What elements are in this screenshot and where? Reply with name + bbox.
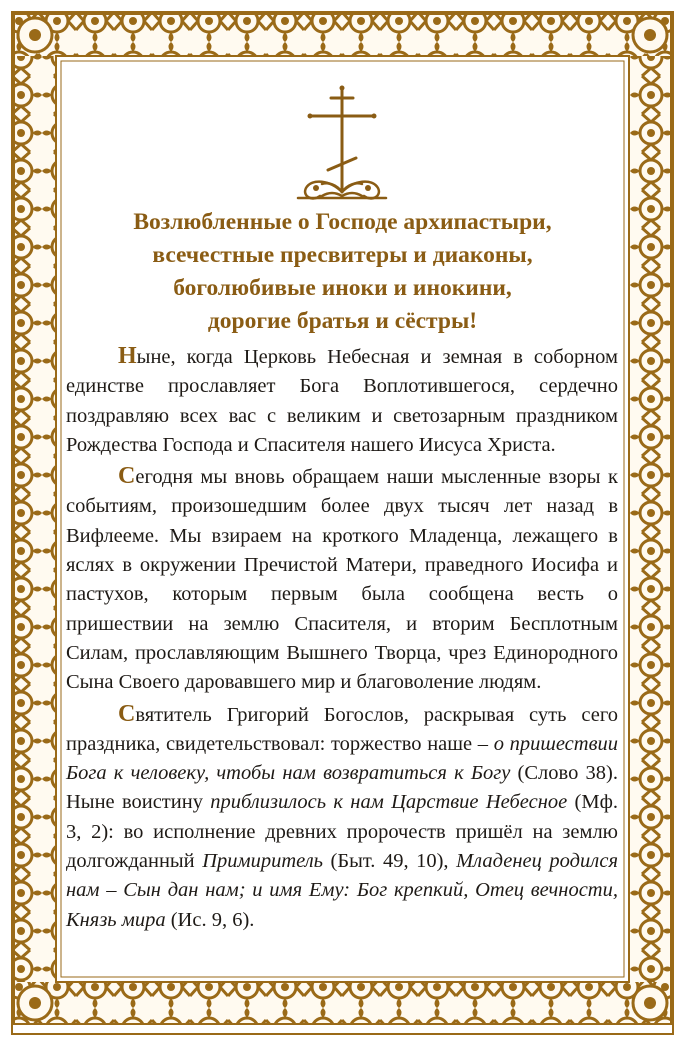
greeting-heading [90,206,595,338]
paragraph-2 [66,462,618,697]
orthodox-cross-icon [282,84,402,204]
heading-line-4: дорогие братья и сёстры! [207,308,478,334]
dropcap: Н [118,343,137,369]
dropcap: С [118,700,136,727]
paragraph-text: (Быт. 49, 10), [323,850,457,873]
paragraph-text: ыне, когда Церковь Небесная и земная в соборном единстве прославляет Бога Воплотившегося, сердечно поздравляю всех вас с великим и светозарным праздником Рождества Господа и Спасителя нашего Иисуса Христа. [66,346,618,456]
paragraph-text: (Мф. 3, 2): во исполнение древних пророчеств пришёл на землю долгожданный [66,791,618,873]
paragraph-text: егодня мы вновь обращаем наши мысленные взоры к событиям, произошедшим более двух тысяч лет назад в Вифлееме. Мы взираем на кроткого Младенца, лежащего в яслях в окружении Пречистой Матери, праведного Иосифа и пастухов, которым первым была сообщена весть о пришествии на землю Спасителя, и вторим Бесплотным Силам, прославляющим Вышнего Творца, чрез Единородного Сына Своего даровавшего мир и благоволение людям. [66,466,618,694]
paragraph-text: (Ис. 9, 6). [165,908,255,931]
paragraph-3 [66,700,618,935]
greeting-body [66,342,618,937]
paragraph-text: (Слово 38). Ныне воистину [66,762,618,814]
paragraph-text: вятитель Григорий Богослов, раскрывая суть сего праздника, свидетельствовал: торжество наше – [66,703,618,755]
italic-quote: Младенец родился нам – Сын дан нам; и имя Ему: Бог крепкий, Отец вечности, Князь мира [66,850,619,931]
heading-line-1: Возлюбленные о Господе архипастыри, [133,209,552,235]
heading-line-3: боголюбивые иноки и инокини, [173,275,512,301]
italic-quote: Примиритель [202,850,323,873]
heading-line-2: всечестные пресвитеры и диаконы, [152,242,533,268]
paragraph-1 [66,342,618,460]
italic-quote: приблизилось к нам Царствие Небесное [210,791,568,814]
italic-quote: о пришествии Бога к человеку, чтобы нам возвратиться к Богу [66,732,618,785]
dropcap: С [118,463,136,490]
